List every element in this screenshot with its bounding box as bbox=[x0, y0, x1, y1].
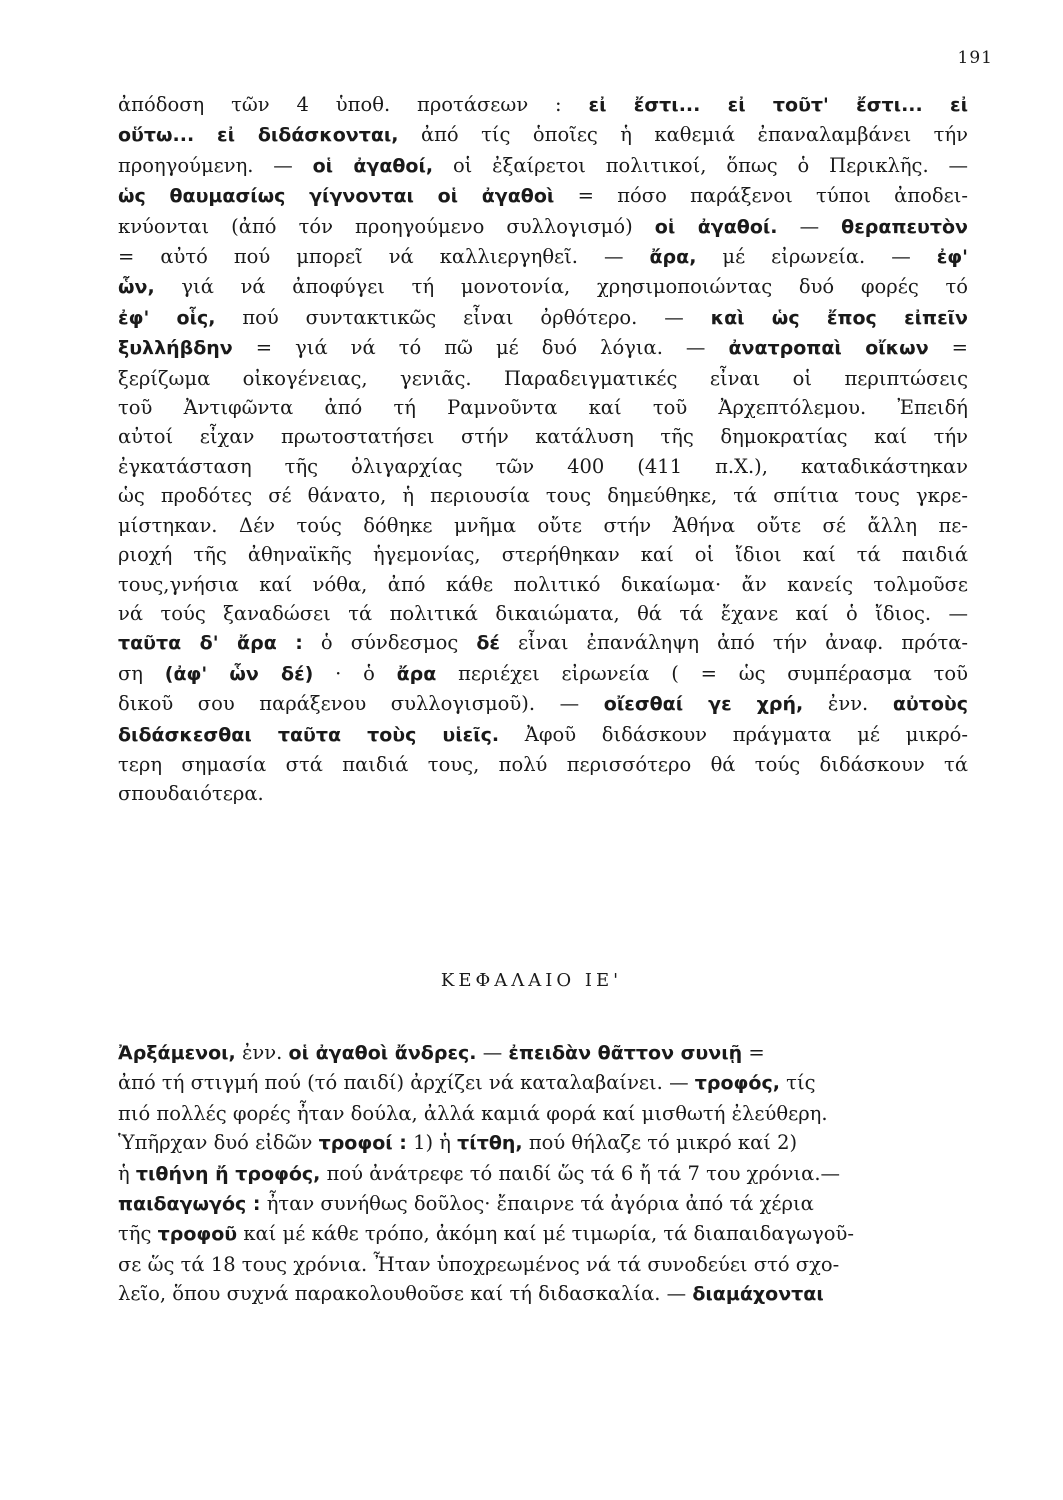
text-line bbox=[118, 1279, 968, 1309]
text-segment: — bbox=[476, 1041, 509, 1064]
bold-greek-term: ἐφ' bbox=[936, 246, 968, 269]
bold-greek-term: οἱ ἀγαθοί. bbox=[654, 215, 778, 238]
bold-greek-term: τροφός, bbox=[694, 1072, 780, 1095]
bold-greek-term: παιδαγωγός : bbox=[118, 1193, 261, 1216]
text-segment: μέ εἰρωνεία. — bbox=[696, 245, 937, 269]
commentary-text-block-1 bbox=[118, 90, 968, 809]
commentary-text-block-2 bbox=[118, 1038, 968, 1310]
text-segment: κνύονται (ἀπό τόν προηγούμενο συλλογισμό) bbox=[118, 214, 655, 238]
text-segment: γιά νά ἀποφύγει τή μονοτονία, χρησιμοποιώντας δυό φορές τό bbox=[154, 275, 968, 299]
text-segment: Ὑπῆρχαν δυό εἰδῶν bbox=[118, 1131, 319, 1155]
text-segment: ση bbox=[118, 661, 165, 685]
text-segment: ὁ σύνδεσμος bbox=[302, 631, 477, 655]
bold-greek-term: (ἀφ' ὧν δέ) bbox=[164, 662, 314, 685]
text-segment: προηγούμενη. — bbox=[118, 153, 313, 177]
text-segment: 1) ἡ bbox=[406, 1131, 458, 1155]
text-segment: ἐνν. bbox=[235, 1041, 289, 1064]
text-line bbox=[118, 511, 968, 540]
bold-greek-term: οἱ ἀγαθοί, bbox=[312, 154, 434, 177]
text-segment: = bbox=[742, 1041, 765, 1064]
text-segment: ἐνν. bbox=[803, 692, 893, 716]
text-segment: — bbox=[777, 214, 842, 238]
text-line bbox=[118, 750, 968, 779]
text-line bbox=[118, 181, 968, 211]
text-segment: λεῖο, ὅπου συχνά παρακολουθοῦσε καί τή διδασκαλία. — bbox=[118, 1282, 693, 1306]
text-segment: ἐγκατάσταση τῆς ὀλιγαρχίας τῶν 400 (411 π.Χ.), καταδικάστηκαν bbox=[118, 454, 968, 478]
text-segment: πού ἀνάτρεφε τό παιδί ὥς τά 6 ἤ τά 7 του χρόνια.— bbox=[320, 1161, 841, 1185]
text-segment: τοῦ Ἀντιφῶντα ἀπό τή Ραμνοῦντα καί τοῦ Ἀρχεπτόλεμου. Ἐπειδή bbox=[118, 396, 968, 420]
bold-greek-term: καὶ ὡς ἔπος εἰπεῖν bbox=[710, 306, 968, 329]
bold-greek-term: ἀνατροπαὶ οἴκων bbox=[728, 337, 929, 360]
text-segment: ἀπόδοση τῶν 4 ὑποθ. προτάσεων : bbox=[118, 93, 589, 116]
text-line bbox=[118, 689, 968, 719]
text-line bbox=[118, 628, 968, 658]
text-line bbox=[118, 212, 968, 242]
text-line bbox=[118, 1099, 968, 1128]
text-line bbox=[118, 720, 968, 750]
bold-greek-term: τροφοί : bbox=[318, 1132, 407, 1155]
text-segment: = αὐτό πού μπορεῖ νά καλλιεργηθεῖ. — bbox=[118, 245, 650, 269]
text-segment: τους,γνήσια καί νόθα, ἀπό κάθε πολιτικό δικαίωμα· ἄν κανείς τολμοῦσε bbox=[118, 572, 968, 596]
bold-greek-term: οἴεσθαί γε χρή, bbox=[603, 693, 804, 716]
bold-greek-term: ἄρα, bbox=[649, 246, 697, 269]
text-segment: = πόσο παράξενοι τύποι ἀποδει- bbox=[554, 184, 968, 208]
text-segment: πού συντακτικῶς εἶναι ὀρθότερο. — bbox=[215, 305, 711, 329]
text-line bbox=[118, 393, 968, 422]
text-line bbox=[118, 90, 968, 120]
bold-greek-term: θεραπευτὸν bbox=[841, 215, 968, 238]
bold-greek-term: τροφοῦ bbox=[157, 1223, 238, 1246]
bold-greek-term: διδάσκεσθαι ταῦτα τοὺς υἱεῖς. bbox=[118, 723, 500, 746]
text-line bbox=[118, 599, 968, 628]
text-line bbox=[118, 659, 968, 689]
text-line bbox=[118, 1128, 968, 1158]
page-number: 191 bbox=[957, 48, 993, 68]
bold-greek-term: ὡς θαυμασίως γίγνονται οἱ ἀγαθοὶ bbox=[118, 185, 555, 208]
text-line bbox=[118, 452, 968, 481]
bold-greek-term: δέ bbox=[476, 632, 500, 655]
bold-greek-term: τίτθη, bbox=[457, 1132, 523, 1155]
bold-greek-term: οὕτω... εἰ διδάσκονται, bbox=[118, 124, 399, 147]
text-segment: τίς bbox=[779, 1071, 816, 1095]
text-line bbox=[118, 333, 968, 363]
text-line bbox=[118, 364, 968, 393]
bold-greek-term: ξυλλήβδην bbox=[118, 337, 233, 360]
text-line bbox=[118, 1219, 968, 1249]
text-line bbox=[118, 242, 968, 272]
text-line bbox=[118, 1068, 968, 1098]
text-line bbox=[118, 1250, 968, 1279]
text-line bbox=[118, 1159, 968, 1189]
text-segment: ὡς προδότες σέ θάνατο, ἡ περιουσία τους δημεύθηκε, τά σπίτια τους γκρε- bbox=[118, 484, 968, 508]
bold-greek-term: διαμάχονται bbox=[692, 1283, 824, 1306]
bold-greek-term: εἰ ἔστι... εἰ τοῦτ' ἔστι... εἰ bbox=[588, 94, 969, 116]
text-segment: = bbox=[928, 336, 969, 360]
bold-greek-term: Ἀρξάμενοι, bbox=[118, 1042, 236, 1064]
text-line bbox=[118, 779, 968, 808]
text-line bbox=[118, 120, 968, 150]
text-line bbox=[118, 303, 968, 333]
text-segment: ἡ bbox=[118, 1161, 136, 1185]
text-segment: σπουδαιότερα. bbox=[118, 782, 264, 806]
text-segment: εἶναι ἐπανάληψη ἀπό τήν ἀναφ. πρότα- bbox=[499, 631, 968, 655]
text-line bbox=[118, 570, 968, 599]
text-segment: τῆς bbox=[118, 1222, 158, 1246]
text-segment: ριοχή τῆς ἀθηναϊκῆς ἡγεμονίας, στερήθηκαν καί οἱ ἴδιοι καί τά παιδιά bbox=[118, 543, 968, 567]
text-segment: καί μέ κάθε τρόπο, ἀκόμη καί μέ τιμωρία, τά διαπαιδαγωγοῦ- bbox=[237, 1222, 854, 1246]
text-segment: περιέχει εἰρωνεία ( = ὡς συμπέρασμα τοῦ bbox=[436, 661, 968, 685]
bold-greek-term: ἐφ' οἷς, bbox=[118, 306, 216, 329]
text-segment: μίστηκαν. Δέν τούς δόθηκε μνῆμα οὔτε στήν Ἀθήνα οὔτε σέ ἄλλη πε- bbox=[118, 513, 968, 537]
bold-greek-term: αὐτοὺς bbox=[892, 693, 969, 716]
text-line bbox=[118, 422, 968, 451]
text-segment: · ὁ bbox=[313, 661, 397, 685]
text-segment: ἀπό τίς ὁποῖες ἡ καθεμιά ἐπαναλαμβάνει τήν bbox=[398, 123, 968, 147]
text-segment: Ἀφοῦ διδάσκουν πράγματα μέ μικρό- bbox=[499, 722, 968, 746]
text-segment: δικοῦ σου παράξενου συλλογισμοῦ). — bbox=[118, 692, 604, 716]
bold-greek-term: ἐπειδὰν θᾶττον συνιῇ bbox=[508, 1042, 743, 1064]
bold-greek-term: ταῦτα δ' ἄρα : bbox=[118, 632, 303, 655]
text-segment: τερη σημασία στά παιδιά τους, πολύ περισσότερο θά τούς διδάσκουν τά bbox=[118, 752, 968, 776]
text-line bbox=[118, 151, 968, 181]
text-line bbox=[118, 481, 968, 510]
text-segment: = γιά νά τό πῶ μέ δυό λόγια. — bbox=[232, 336, 729, 360]
chapter-heading: ΚΕΦΑΛΑΙΟ ΙΕ' bbox=[440, 970, 623, 991]
text-segment: σε ὥς τά 18 τους χρόνια. Ἦταν ὑποχρεωμένος νά τά συνοδεύει στό σχο- bbox=[118, 1252, 840, 1276]
bold-greek-term: τιθήνη ἤ τροφός, bbox=[135, 1162, 321, 1185]
text-segment: ἀπό τή στιγμή πού (τό παιδί) ἀρχίζει νά καταλαβαίνει. — bbox=[118, 1071, 695, 1095]
text-line bbox=[118, 1189, 968, 1219]
text-segment: πού θήλαζε τό μικρό καί 2) bbox=[522, 1131, 798, 1155]
text-segment: πιό πολλές φορές ἦταν δούλα, ἀλλά καμιά φορά καί μισθωτή ἐλεύθερη. bbox=[118, 1101, 828, 1125]
text-line bbox=[118, 272, 968, 302]
text-line bbox=[118, 1038, 968, 1068]
bold-greek-term: ἄρα bbox=[396, 662, 437, 685]
text-line bbox=[118, 540, 968, 569]
text-segment: ξερίζωμα οἰκογένειας, γενιᾶς. Παραδειγματικές εἶναι οἱ περιπτώσεις bbox=[118, 366, 968, 390]
bold-greek-term: ὧν, bbox=[118, 276, 155, 299]
bold-greek-term: οἱ ἀγαθοὶ ἄνδρες. bbox=[288, 1042, 477, 1064]
text-segment: οἱ ἐξαίρετοι πολιτικοί, ὅπως ὁ Περικλῆς. — bbox=[433, 153, 969, 177]
text-segment: αὐτοί εἶχαν πρωτοστατήσει στήν κατάλυση τῆς δημοκρατίας καί τήν bbox=[118, 425, 968, 449]
text-segment: νά τούς ξαναδώσει τά πολιτικά δικαιώματα, θά τά ἔχανε καί ὁ ἴδιος. — bbox=[118, 601, 968, 625]
text-segment: ἦταν συνήθως δοῦλος· ἔπαιρνε τά ἀγόρια ἀπό τά χέρια bbox=[260, 1192, 814, 1216]
